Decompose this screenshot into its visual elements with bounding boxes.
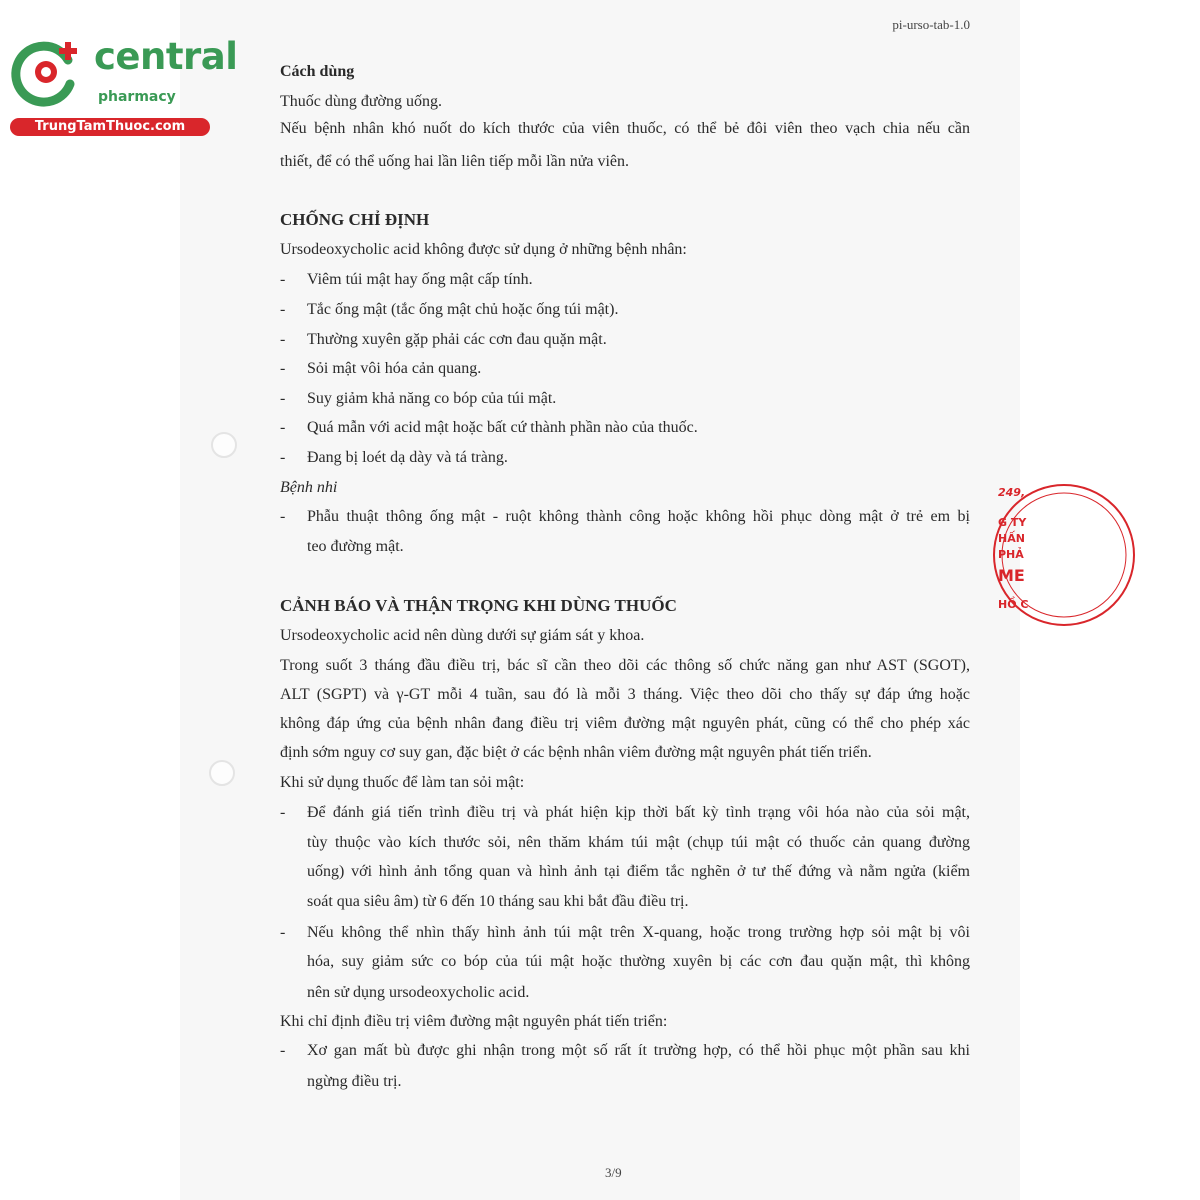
list-item-text: Sỏi mật vôi hóa cản quang. bbox=[307, 360, 482, 377]
paragraph-line: Trong suốt 3 tháng đầu điều trị, bác sĩ cần theo dõi các thông số chức năng gan như AST (SGOT), bbox=[280, 657, 970, 674]
bullet-mark: - bbox=[280, 331, 286, 348]
list-item-text: hóa, suy giảm sức co bóp của túi mật hoặc thường xuyên bị các cơn đau quặn mật, thì không bbox=[307, 953, 970, 970]
company-stamp bbox=[994, 480, 1029, 630]
list-item-text: Quá mẫn với acid mật hoặc bất cứ thành phần nào của thuốc. bbox=[307, 419, 698, 436]
bullet-mark: - bbox=[280, 419, 286, 436]
paragraph-line: định sớm nguy cơ suy gan, đặc biệt ở các bệnh nhân viêm đường mật nguyên phát tiến triển. bbox=[280, 744, 872, 761]
pharmacy-cross-logo-icon bbox=[10, 36, 90, 108]
list-item-text: teo đường mật. bbox=[307, 538, 404, 555]
bullet-mark: - bbox=[280, 301, 286, 318]
bullet-mark: - bbox=[280, 508, 286, 525]
punch-hole bbox=[209, 760, 235, 786]
usage-text: Thuốc dùng đường uống. bbox=[280, 93, 443, 110]
usage-text: thiết, để có thể uống hai lần liên tiếp mỗi lần nửa viên. bbox=[280, 153, 630, 170]
paragraph-line: ALT (SGPT) và γ-GT mỗi 4 tuần, sau đó là mỗi 3 tháng. Việc theo dõi cho thấy sự đáp ứng hoặc bbox=[280, 686, 970, 703]
list-item-text: tùy thuộc vào kích thước sỏi, nên thăm khám túi mật (chụp túi mật có thuốc cản quang đường bbox=[307, 834, 970, 851]
usage-text: Nếu bệnh nhân khó nuốt do kích thước của viên thuốc, có thể bẻ đôi viên theo vạch chia nếu cần bbox=[280, 120, 970, 137]
list-item-text: Xơ gan mất bù được ghi nhận trong một số rất ít trường hợp, có thể hồi phục một phần sau khi bbox=[307, 1042, 970, 1059]
punch-hole bbox=[211, 432, 237, 458]
list-item-text: Tắc ống mật (tắc ống mật chủ hoặc ống túi mật). bbox=[307, 301, 619, 318]
logo-name: central bbox=[94, 35, 238, 78]
document-code: pi-urso-tab-1.0 bbox=[892, 17, 970, 32]
bullet-mark: - bbox=[280, 449, 286, 466]
list-item-text: Suy giảm khả năng co bóp của túi mật. bbox=[307, 390, 557, 407]
list-item-text: Đang bị loét dạ dày và tá tràng. bbox=[307, 449, 508, 466]
list-item-text: soát qua siêu âm) từ 6 đến 10 tháng sau khi bắt đầu điều trị. bbox=[307, 893, 689, 910]
stamp-text: PHẢ bbox=[998, 548, 1024, 561]
stamp-text: HẤN bbox=[998, 532, 1025, 545]
usage-heading: Cách dùng bbox=[280, 63, 355, 80]
contraindications-heading: CHỐNG CHỈ ĐỊNH bbox=[280, 210, 430, 229]
bullet-mark: - bbox=[280, 390, 286, 407]
paragraph-line: Khi chỉ định điều trị viêm đường mật nguyên phát tiến triển: bbox=[280, 1013, 668, 1030]
central-pharmacy-logo bbox=[10, 35, 238, 136]
page-number: 3/9 bbox=[605, 1165, 622, 1180]
bullet-mark: - bbox=[280, 1042, 286, 1059]
list-item-text: Để đánh giá tiến trình điều trị và phát hiện kịp thời bất kỳ tình trạng vôi hóa nào của sỏi mật, bbox=[307, 804, 970, 821]
list-item-text: Phẫu thuật thông ống mật - ruột không thành công hoặc không hồi phục dòng mật ở trẻ em bị bbox=[307, 508, 970, 525]
stamp-text: HỒ C bbox=[998, 598, 1029, 611]
warnings-heading: CẢNH BÁO VÀ THẬN TRỌNG KHI DÙNG THUỐC bbox=[280, 596, 677, 615]
contraindications-intro: Ursodeoxycholic acid không được sử dụng ở những bệnh nhân: bbox=[280, 241, 687, 258]
paragraph-line: Khi sử dụng thuốc để làm tan sỏi mật: bbox=[280, 774, 525, 791]
bullet-mark: - bbox=[280, 271, 286, 288]
stamp-text: G TY bbox=[998, 516, 1027, 529]
logo-subtitle: pharmacy bbox=[98, 89, 176, 105]
bullet-mark: - bbox=[280, 804, 286, 821]
list-item-text: ngừng điều trị. bbox=[307, 1073, 402, 1090]
list-item-text: Nếu không thể nhìn thấy hình ảnh túi mật trên X-quang, hoặc trong trường hợp sỏi mật bị vôi bbox=[307, 924, 970, 941]
pediatric-label: Bệnh nhi bbox=[280, 479, 338, 496]
stamp-text: ME bbox=[998, 566, 1025, 585]
bullet-mark: - bbox=[280, 924, 286, 941]
bullet-mark: - bbox=[280, 360, 286, 377]
paragraph-line: không đáp ứng của bệnh nhân đang điều trị viêm đường mật nguyên phát, cũng có thể cho phép xác bbox=[280, 715, 970, 732]
logo-website: TrungTamThuoc.com bbox=[10, 118, 210, 136]
paragraph-line: Ursodeoxycholic acid nên dùng dưới sự giám sát y khoa. bbox=[280, 627, 645, 644]
list-item-text: uống) với hình ảnh tổng quan và hình ảnh tại điểm tắc nghẽn ở tư thế đứng và nằm ngửa (kiểm bbox=[307, 863, 970, 880]
list-item-text: nên sử dụng ursodeoxycholic acid. bbox=[307, 984, 530, 1001]
stamp-text: 249, bbox=[998, 486, 1026, 499]
list-item-text: Viêm túi mật hay ống mật cấp tính. bbox=[307, 271, 533, 288]
list-item-text: Thường xuyên gặp phải các cơn đau quặn mật. bbox=[307, 331, 607, 348]
